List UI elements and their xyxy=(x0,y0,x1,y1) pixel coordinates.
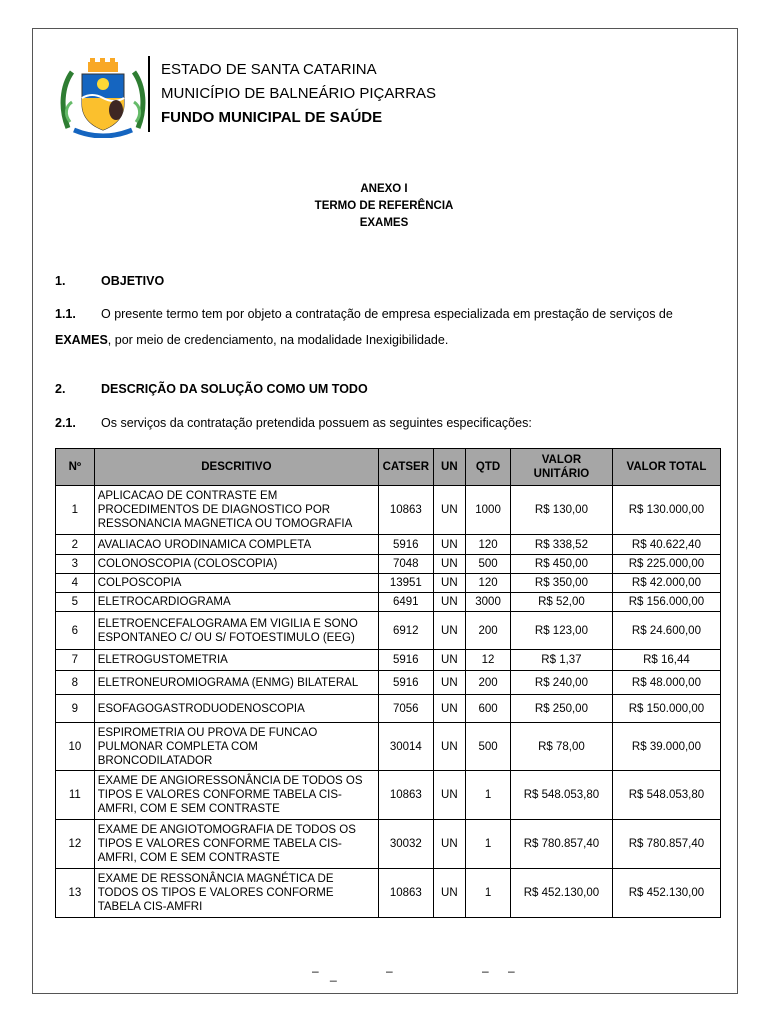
annex-title: ANEXO I xyxy=(360,183,408,195)
objective-text-bold: EXAMES xyxy=(55,333,108,347)
row-unit-value: R$ 240,00 xyxy=(510,671,612,695)
table-row xyxy=(56,486,721,535)
header-divider xyxy=(148,56,150,132)
document-title: TERMO DE REFERÊNCIA xyxy=(314,200,454,212)
row-description: COLPOSCOPIA xyxy=(94,574,378,593)
row-catser: 7048 xyxy=(379,555,433,574)
row-unit: UN xyxy=(433,535,466,555)
row-quantity: 120 xyxy=(466,574,511,593)
row-total-value: R$ 16,44 xyxy=(612,650,720,671)
row-number: 1 xyxy=(56,486,95,535)
services-table xyxy=(55,448,721,918)
section-1-heading: OBJETIVO xyxy=(101,274,165,288)
row-catser: 5916 xyxy=(379,671,433,695)
footer-mark: _ xyxy=(330,968,337,982)
row-description: COLONOSCOPIA (COLOSCOPIA) xyxy=(94,555,378,574)
row-catser: 10863 xyxy=(379,486,433,535)
row-number: 5 xyxy=(56,593,95,612)
row-catser: 30014 xyxy=(379,723,433,771)
row-unit-value: R$ 250,00 xyxy=(510,695,612,723)
row-total-value: R$ 225.000,00 xyxy=(612,555,720,574)
row-unit: UN xyxy=(433,695,466,723)
row-number: 12 xyxy=(56,820,95,869)
row-total-value: R$ 452.130,00 xyxy=(612,869,720,918)
footer-mark: – xyxy=(508,964,515,978)
row-catser: 7056 xyxy=(379,695,433,723)
row-unit: UN xyxy=(433,593,466,612)
row-description: EXAME DE RESSONÂNCIA MAGNÉTICA DE TODOS OS TIPOS E VALORES CONFORME TABELA CIS-AMFRI xyxy=(94,869,378,918)
objective-text-part1: O presente termo tem por objeto a contratação de empresa especializada em prestação de serviços de xyxy=(101,307,673,321)
row-number: 7 xyxy=(56,650,95,671)
row-total-value: R$ 130.000,00 xyxy=(612,486,720,535)
table-row xyxy=(56,574,721,593)
row-description: ESOFAGOGASTRODUODENOSCOPIA xyxy=(94,695,378,723)
row-quantity: 200 xyxy=(466,612,511,650)
table-row xyxy=(56,671,721,695)
footer-mark: – xyxy=(386,964,393,978)
row-total-value: R$ 48.000,00 xyxy=(612,671,720,695)
col-header-catser: CATSER xyxy=(379,449,433,486)
row-number: 4 xyxy=(56,574,95,593)
row-number: 9 xyxy=(56,695,95,723)
row-total-value: R$ 42.000,00 xyxy=(612,574,720,593)
row-unit-value: R$ 1,37 xyxy=(510,650,612,671)
row-description: ESPIROMETRIA OU PROVA DE FUNCAO PULMONAR COMPLETA COM BRONCODILATADOR xyxy=(94,723,378,771)
state-name: ESTADO DE SANTA CATARINA xyxy=(161,61,377,78)
row-unit: UN xyxy=(433,869,466,918)
table-header-row xyxy=(56,449,721,486)
row-quantity: 600 xyxy=(466,695,511,723)
table-row xyxy=(56,695,721,723)
section-2-1-number: 2.1. xyxy=(55,416,76,430)
row-unit-value: R$ 450,00 xyxy=(510,555,612,574)
objective-text-line2 xyxy=(55,332,448,348)
table-row xyxy=(56,555,721,574)
row-unit: UN xyxy=(433,574,466,593)
row-unit-value: R$ 338,52 xyxy=(510,535,612,555)
row-unit-value: R$ 548.053,80 xyxy=(510,771,612,820)
row-description: APLICACAO DE CONTRASTE EM PROCEDIMENTOS DE DIAGNOSTICO POR RESSONANCIA MAGNETICA OU TOMOGRAFIA xyxy=(94,486,378,535)
section-2-number: 2. xyxy=(55,382,66,396)
row-unit-value: R$ 452.130,00 xyxy=(510,869,612,918)
row-unit: UN xyxy=(433,555,466,574)
row-total-value: R$ 780.857,40 xyxy=(612,820,720,869)
row-description: ELETROCARDIOGRAMA xyxy=(94,593,378,612)
row-unit-value: R$ 780.857,40 xyxy=(510,820,612,869)
row-unit: UN xyxy=(433,723,466,771)
row-number: 2 xyxy=(56,535,95,555)
col-header-desc: DESCRITIVO xyxy=(94,449,378,486)
table-row xyxy=(56,593,721,612)
table-row xyxy=(56,820,721,869)
row-quantity: 200 xyxy=(466,671,511,695)
row-unit: UN xyxy=(433,612,466,650)
row-unit: UN xyxy=(433,820,466,869)
row-catser: 10863 xyxy=(379,869,433,918)
row-description: AVALIACAO URODINAMICA COMPLETA xyxy=(94,535,378,555)
section-2-heading: DESCRIÇÃO DA SOLUÇÃO COMO UM TODO xyxy=(101,382,368,396)
footer-mark: – xyxy=(312,964,319,978)
row-quantity: 3000 xyxy=(466,593,511,612)
row-number: 6 xyxy=(56,612,95,650)
row-number: 13 xyxy=(56,869,95,918)
row-total-value: R$ 39.000,00 xyxy=(612,723,720,771)
section-2-1-text: Os serviços da contratação pretendida possuem as seguintes especificações: xyxy=(101,416,532,430)
row-number: 10 xyxy=(56,723,95,771)
objective-text-part2: , por meio de credenciamento, na modalidade Inexigibilidade. xyxy=(107,333,449,347)
table-row xyxy=(56,612,721,650)
row-catser: 6491 xyxy=(379,593,433,612)
row-catser: 6912 xyxy=(379,612,433,650)
municipal-crest-logo xyxy=(60,58,146,138)
row-unit: UN xyxy=(433,486,466,535)
row-total-value: R$ 548.053,80 xyxy=(612,771,720,820)
row-number: 8 xyxy=(56,671,95,695)
municipality-name: MUNICÍPIO DE BALNEÁRIO PIÇARRAS xyxy=(161,85,437,102)
col-header-total-value: VALOR TOTAL xyxy=(612,449,720,486)
row-unit: UN xyxy=(433,771,466,820)
row-catser: 13951 xyxy=(379,574,433,593)
row-unit-value: R$ 123,00 xyxy=(510,612,612,650)
row-total-value: R$ 24.600,00 xyxy=(612,612,720,650)
row-quantity: 12 xyxy=(466,650,511,671)
col-header-qtd: QTD xyxy=(466,449,511,486)
row-unit-value: R$ 52,00 xyxy=(510,593,612,612)
row-description: ELETROENCEFALOGRAMA EM VIGILIA E SONO ESPONTANEO C/ OU S/ FOTOESTIMULO (EEG) xyxy=(94,612,378,650)
section-1-1-paragraph xyxy=(55,306,713,322)
col-header-un: UN xyxy=(433,449,466,486)
col-header-unit-value: VALOR UNITÁRIO xyxy=(510,449,612,486)
table-row xyxy=(56,771,721,820)
row-quantity: 1 xyxy=(466,869,511,918)
row-description: EXAME DE ANGIORESSONÂNCIA DE TODOS OS TIPOS E VALORES CONFORME TABELA CIS-AMFRI, COM E SEM CONTRASTE xyxy=(94,771,378,820)
row-quantity: 500 xyxy=(466,555,511,574)
row-catser: 5916 xyxy=(379,535,433,555)
row-unit-value: R$ 130,00 xyxy=(510,486,612,535)
footer-mark: – xyxy=(482,964,489,978)
row-quantity: 1 xyxy=(466,771,511,820)
row-total-value: R$ 156.000,00 xyxy=(612,593,720,612)
table-row xyxy=(56,535,721,555)
row-catser: 30032 xyxy=(379,820,433,869)
row-catser: 10863 xyxy=(379,771,433,820)
row-unit-value: R$ 350,00 xyxy=(510,574,612,593)
row-number: 3 xyxy=(56,555,95,574)
row-quantity: 1 xyxy=(466,820,511,869)
row-unit: UN xyxy=(433,650,466,671)
row-total-value: R$ 150.000,00 xyxy=(612,695,720,723)
section-1-number: 1. xyxy=(55,274,66,288)
table-row xyxy=(56,869,721,918)
row-number: 11 xyxy=(56,771,95,820)
fund-name: FUNDO MUNICIPAL DE SAÚDE xyxy=(161,109,383,126)
row-description: EXAME DE ANGIOTOMOGRAFIA DE TODOS OS TIPOS E VALORES CONFORME TABELA CIS-AMFRI, COM E SEM CONTRASTE xyxy=(94,820,378,869)
row-description: ELETRONEUROMIOGRAMA (ENMG) BILATERAL xyxy=(94,671,378,695)
row-unit-value: R$ 78,00 xyxy=(510,723,612,771)
row-unit: UN xyxy=(433,671,466,695)
col-header-num: Nº xyxy=(56,449,95,486)
table-row xyxy=(56,650,721,671)
row-quantity: 1000 xyxy=(466,486,511,535)
row-description: ELETROGUSTOMETRIA xyxy=(94,650,378,671)
document-subtitle: EXAMES xyxy=(359,217,409,229)
row-quantity: 120 xyxy=(466,535,511,555)
row-quantity: 500 xyxy=(466,723,511,771)
section-1-1-number: 1.1. xyxy=(55,307,76,321)
table-row xyxy=(56,723,721,771)
row-catser: 5916 xyxy=(379,650,433,671)
row-total-value: R$ 40.622,40 xyxy=(612,535,720,555)
